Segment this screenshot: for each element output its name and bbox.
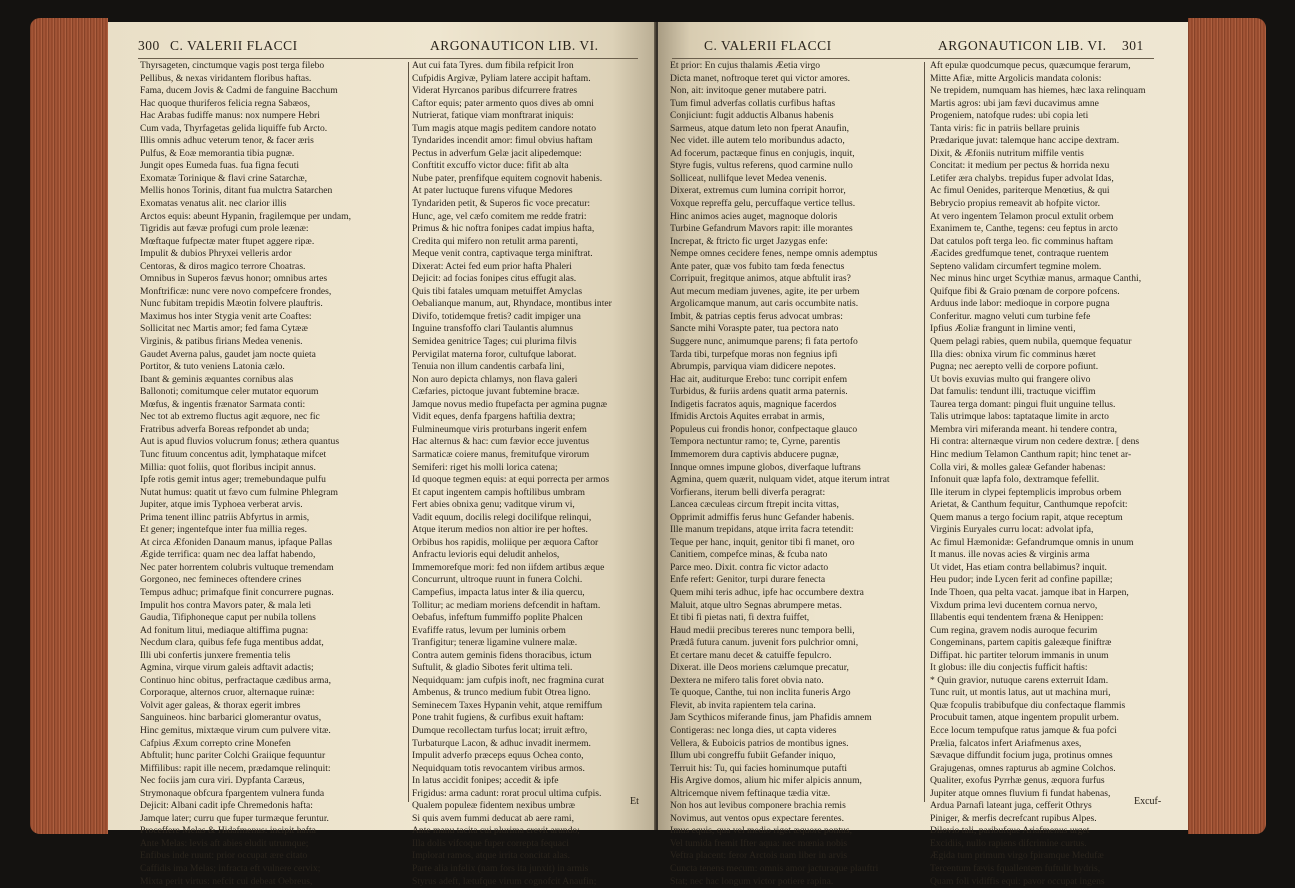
verse-line: Vadit equum, docilis relegi docilifque relinqui, — [412, 511, 592, 523]
verse-line: Cum vada, Thyrfagetas gelida liquiffe fub Arcto. — [140, 122, 328, 134]
verse-line: Cæfaries, pictoque juvant fubtemine bracæ. — [412, 386, 580, 398]
verse-line: Orbibus hos rapidis, moliique per æquora Caftor — [412, 536, 599, 548]
verse-line: Ut bovis exuvias multo qui frangere olivo — [930, 373, 1091, 385]
verse-line: Corripuit, fregitque animos, atque abftulit iras? — [670, 273, 851, 285]
verse-line: Exomatæ Torinique & flavi crine Satarchæ, — [140, 172, 308, 184]
verse-line: Dixerat, extremus cum lumina corripit horror, — [670, 185, 846, 197]
verse-line: Jupiter atque omnes fluvium fi fundat habenas, — [930, 787, 1111, 799]
verse-line: Altricemque nivem feftinaque tædia vitæ. — [670, 787, 831, 799]
verse-line: Vellera, & Euboicis patrios de montibus ignes. — [670, 737, 849, 749]
verse-line: Quem pelagi rabies, quem nubila, quemque fequatur — [930, 336, 1132, 348]
verse-line: Quifque fibi & Graio pœnam de corpore pofcens. — [930, 285, 1120, 297]
verse-line: Vel tumida fremit Ifter aqua: nec mœnia nobis — [670, 837, 848, 849]
verse-line: Illa dies: obnixa virum fic comminus hæret — [930, 348, 1096, 360]
verse-line: Necdum clara, quibus fefe fuga mentibus addat, — [140, 637, 324, 649]
verse-line: Aft epulæ quodcumque pecus, quæcumque ferarum, — [930, 60, 1131, 71]
book-fore-edge-left — [30, 18, 108, 834]
verse-line: Miffilibus: rapit ille necem, prædamque relinquit: — [140, 762, 331, 774]
verse-line: Tyndarides incendit amor: fimul obvius haftam — [412, 135, 593, 147]
verse-line: Strymonaque obfcura fpargentem vulnera funda — [140, 787, 325, 799]
verse-line: Hinc gemitus, mixtæque virum cum pulvere vitæ. — [140, 724, 331, 736]
verse-line: Inguine transfoffo clari Taulantis alumnus — [412, 323, 573, 335]
verse-line: Illi ubi confertis junxere frementia telis — [140, 649, 291, 661]
verse-column-1 — [670, 60, 890, 888]
verse-line: Fama, ducem Jovis & Cadmi de fanguine Bacchum — [140, 85, 338, 97]
verse-line: Taurea terga domant: pingui fluit unguine tellus. — [930, 398, 1116, 410]
verse-line: Hinc animos acies auget, magnoque doloris — [670, 210, 838, 222]
verse-line: Voxque repreffa gelu, percuffaque vertice tellus. — [670, 198, 856, 210]
verse-line: Tempora nectuntur ramo; te, Cyrne, parentis — [670, 436, 841, 448]
verse-line: Cafpius Æxum correpto crine Monefen — [140, 737, 291, 749]
verse-line: Si quis avem fummi deducat ab aere rami, — [412, 812, 574, 824]
verse-line: Increpat, & ftricto fic urget Jazygas enfe: — [670, 235, 828, 247]
verse-line: Progeniem, natofque rudes: ubi copia leti — [930, 110, 1089, 122]
verse-line: Ille manum trepidans, atque irrita facra tetendit: — [670, 524, 854, 536]
verse-line: Æacides gredfumque tenet, contraque ruentem — [930, 248, 1109, 260]
verse-line: Abftulit; hunc pariter Colchi Graiique fequuntur — [140, 750, 326, 762]
verse-line: Tunc ruit, ut montis latus, aut ut machina muri, — [930, 687, 1111, 699]
verse-column-2 — [930, 60, 1146, 888]
verse-line: Nec pater horrentem colubris vultuque tremendam — [140, 561, 334, 573]
verse-line: Caftor equis; pater armento quos dives ab omni — [412, 97, 594, 109]
verse-line: Vixdum prima levi ducentem cornua nervo, — [930, 599, 1098, 611]
verse-line: Et certare manu decet & catuiffe fepulcro. — [670, 649, 832, 661]
verse-line: Id quoque tegmen equis: at equi porrecta per armos — [412, 474, 610, 486]
verse-line: Non auro depicta chlamys, non flava galeri — [412, 373, 578, 385]
verse-line: Sanguineos. hinc barbarici glomerantur ovatus, — [140, 712, 322, 724]
verse-line: Styre fugis, vultus referens, quod carmine nullo — [670, 160, 853, 172]
verse-line: Dixerat: Actei fed eum prior hafta Phaleri — [412, 260, 572, 272]
verse-line: Indigetis facratos aquis, magnique facerdos — [670, 398, 837, 410]
page-number: 301 — [1122, 38, 1144, 53]
verse-line: Lancea cæculeas circum ftrepit incita vittas, — [670, 499, 839, 511]
verse-line: Illabentis equi tendentem fræna & Henippen: — [930, 612, 1104, 624]
verse-line: Ut videt, Has etiam contra bellabimus? inquit. — [930, 561, 1107, 573]
right-page — [658, 22, 1188, 887]
verse-line: Concitat: it medium per pectus & horrida nexu — [930, 160, 1110, 172]
verse-line: Sollicitat nec Martis amor; fed fama Cytææ — [140, 323, 308, 335]
verse-line: Mœfus, & ingentis frænator Sarmata conti: — [140, 398, 306, 410]
verse-line: Jamque later; curru que fuper turmæque feruntur. — [140, 812, 329, 824]
verse-line: Omnibus in Superos fævus honor; omnibus artes — [140, 273, 328, 285]
verse-line: Turbine Gefandrum Mavors rapit: ille morantes — [670, 223, 853, 235]
verse-line: Impulit & dubios Phryxei velleris ardor — [140, 248, 292, 260]
verse-line: Dixit, & Æfoniis nutritum miffile ventis — [930, 147, 1084, 159]
verse-line: Tarda tibi, turpefque moras non fegnius ipfi — [670, 348, 838, 360]
verse-line: Jam Scythicos miferande finus, jam Phafidis amnem — [670, 712, 872, 724]
verse-line: Virginis, & patibus firians Medea venenis. — [140, 336, 303, 348]
verse-line: Letifer æra chalybs. trepidus fuper advolat Idas, — [930, 172, 1114, 184]
verse-line: Quem manus a tergo focium rapit, atque receptum — [930, 511, 1123, 523]
verse-line: Ægida tum primum virgo fpiramque Medufæ — [930, 850, 1104, 862]
verse-line: Tenuia non illum candentis carbafa lini, — [412, 361, 565, 373]
verse-line: Solliceat, nullifque levet Medea venenis. — [670, 172, 827, 184]
verse-line: Semiferi: riget his molli lorica catena; — [412, 461, 558, 473]
running-head-author: C. VALERII FLACCI — [170, 38, 298, 53]
verse-line: Tanta viris: fic in patriis bellare pruinis — [930, 122, 1080, 134]
verse-line: Haud medii precibus tereres nunc tempora belli, — [670, 624, 855, 636]
verse-line: Conftitit excuffo victor duce: fifit ab alta — [412, 160, 569, 172]
verse-line: Exanimem te, Canthe, tegens: ceu feptus in arcto — [930, 223, 1118, 235]
verse-line: Et gener; ingentefque inter fua millia reges. — [140, 524, 308, 536]
verse-line: Volvit ager galeas, & thorax egerit imbres — [140, 699, 301, 711]
verse-line: Fratribus adverfa Boreas refpondet ab unda; — [140, 423, 310, 435]
verse-line: Ægide terrifica: quam nec dea laffat habendo, — [140, 549, 316, 561]
column-divider — [924, 62, 925, 802]
verse-line: Ibant & geminis æquantes cornibus alas — [140, 373, 294, 385]
verse-line: Viderat Hyrcanos paribus difcurrere fratres — [412, 85, 578, 97]
verse-line: Ambenus, & trunco medium fubit Otrea ligno. — [412, 687, 591, 699]
catchword: Excuf- — [1134, 796, 1162, 807]
verse-line: Arietat, & Canthum fequitur, Canthumque repofcit: — [930, 499, 1128, 511]
verse-line: Tempus adhuc; primafque finit concurrere pugnas. — [140, 586, 334, 598]
verse-line: Grajugenas, omnes rapturus ab agmine Colchos. — [930, 762, 1116, 774]
verse-line: Prælia, falcatos infert Ariafmenus axes, — [930, 737, 1082, 749]
verse-line: Excidiis, nullo rapiens difcrimine curtus. — [930, 837, 1087, 849]
running-head-title: ARGONAUTICON LIB. VI. — [430, 38, 599, 53]
verse-line: At circa Æfoniden Danaum manus, ipfaque Pallas — [140, 536, 333, 548]
verse-line: Nunc fubitam trepidis Mæotin folvere plauftris. — [140, 298, 323, 310]
verse-line: Tranfigitur; teneræ ligamine vulnere malæ. — [412, 637, 578, 649]
verse-line: Tum fimul adverfas collatis curfibus haftas — [670, 97, 836, 109]
verse-line: Stat; nec hac longum victor potiere rapina. — [670, 875, 834, 887]
verse-line: Opprimit admiffis ferus hunc Gefander habenis. — [670, 511, 855, 523]
verse-line: Et caput ingentem campis hoftilibus umbram — [412, 486, 585, 498]
verse-line: Hac alternus & hac: cum fævior ecce juventus — [412, 436, 590, 448]
verse-line: Ecce locum tempufque ratus jamque & fua pofci — [930, 724, 1117, 736]
header-rule — [672, 58, 1154, 59]
verse-line: Frigidus: arma cadunt: rorat procul ultima cufpis. — [412, 787, 602, 799]
verse-line: Nec videt. ille autem telo moribundus adacto, — [670, 135, 845, 147]
verse-line: Illis omnis adhuc veterum tenor, & facer æris — [140, 135, 314, 147]
verse-line: Atque iterum medios non altior ire per hoftes. — [412, 524, 588, 536]
verse-line: Implorat ramos, atque irrita concitat alas. — [412, 850, 570, 862]
verse-line: Illa dolis vifcoque fuper correpta fequaci — [412, 837, 569, 849]
verse-line: Dextera ne mifero talis foret obvia nato. — [670, 674, 824, 686]
verse-line: Tollitur; ac mediam moriens defcendit in haftam. — [412, 599, 601, 611]
verse-line: Congeminans, partem capitis galeæque finiftræ — [930, 637, 1112, 649]
verse-line: Sævaque diffundit focium juga, protinus omnes — [930, 750, 1113, 762]
verse-line: Dixerat. ille Deos moriens cælumque precatur, — [670, 662, 849, 674]
verse-line: Nequidquam totis revocantem viribus armos. — [412, 762, 585, 774]
verse-line: Suftulit, & gladio Sibotes ferit ultima teli. — [412, 662, 573, 674]
verse-line: Contra autem geminis fidens thoracibus, ictum — [412, 649, 592, 661]
verse-column-2 — [412, 60, 612, 888]
verse-line: Jupiter, atque imis Typhoea verberat arvis. — [140, 499, 303, 511]
verse-line: Enfe refert: Genitor, turpi durare fenecta — [670, 574, 826, 586]
verse-line: Semidea genitrice Tages; cui plurima filvis — [412, 336, 577, 348]
verse-line: Procubuit tamen, atque ingentem propulit urbem. — [930, 712, 1119, 724]
verse-line: Jungit opes Eumeda fuas. fua figna fecuti — [140, 160, 300, 172]
verse-line: Maximus hos inter Stygia venit arte Coaftes: — [140, 310, 312, 322]
column-divider — [408, 62, 409, 802]
verse-line: Evafiffe ratus, levum per luminis orbem — [412, 624, 566, 636]
verse-line: Dat famulis: tendunt illi, tractuque viciffim — [930, 386, 1096, 398]
verse-line: Mitte Afiæ, mitte Argolicis mandata colonis: — [930, 72, 1102, 84]
verse-line: Novimus, aut ventos opus expectare ferentes. — [670, 812, 844, 824]
verse-line: Arduus inde labor: medioque in corpore pugna — [930, 298, 1110, 310]
verse-line: Impulit hos contra Mavors pater, & mala leti — [140, 599, 312, 611]
verse-line: Suggere nunc, animumque parens; fi fata pertofo — [670, 336, 858, 348]
verse-line: Fert abies obnixa genu; vaditque virum vi, — [412, 499, 575, 511]
verse-line: Terruit his: Tu, qui facies hominumque putafti — [670, 762, 848, 774]
verse-line: Membra viri miferanda meant. hi tendere contra, — [930, 423, 1117, 435]
verse-line: Ipfius Æoliæ frangunt in limine venti, — [930, 323, 1076, 335]
verse-line: Ac fimul Hæmonidæ: Gefandrumque omnis in unum — [930, 536, 1134, 548]
verse-line: Aut cui fata Tyres. dum fibila refpicit Iron — [412, 60, 574, 71]
verse-line: Ante Melas: levis aft abies eludit utrumque; — [140, 837, 309, 849]
verse-line: Arctos equis: abeunt Hypanin, fragilemque per undam, — [140, 210, 352, 222]
verse-line: Diffipat. hic partiter telorum immanis in unum — [930, 649, 1109, 661]
verse-line: Tigridis aut fævæ profugi cum prole leænæ: — [140, 223, 309, 235]
running-head-author: C. VALERII FLACCI — [704, 38, 832, 53]
verse-line: Cum regina, gravem nodis auroque fecurim — [930, 624, 1098, 636]
verse-line: Oebalianque manum, aut, Rhyndace, montibus inter — [412, 298, 612, 310]
verse-line: Hunc, age, vel cæfo comitem me redde fratri: — [412, 210, 587, 222]
verse-line: Gorgoneo, nec femineces oftendere crines — [140, 574, 302, 586]
verse-line: Ad focerum, pactæque finus en conjugis, inquit, — [670, 147, 855, 159]
verse-line: Non hos aut levibus componere brachia remis — [670, 800, 846, 812]
verse-line: Pone trahit fugiens, & curfibus exuit haftam: — [412, 712, 584, 724]
verse-line: At vero ingentem Telamon procul extulit orbem — [930, 210, 1114, 222]
verse-line: Seminecem Taxes Hypanin vehit, atque remiffum — [412, 699, 603, 711]
verse-line: Proceffere Melas & Hidafmenus: incipit hafta — [140, 825, 316, 837]
verse-line: Thyrsageten, cinctumque vagis post terga filebo — [140, 60, 325, 71]
verse-line: Nutat humus: quatit ut fævo cum fulmine Phlegram — [140, 486, 338, 498]
verse-line: Infonuit quæ lapfa folo, dextramque fefellit. — [930, 474, 1100, 486]
verse-line: Jamque novus medio ftupefacta per agmina pugnæ — [412, 398, 608, 410]
verse-line: Argolicamque manum, aut caris occumbite natis. — [670, 298, 859, 310]
verse-line: Dilovio tali, paribufque Ariafmenus urget — [930, 825, 1090, 837]
verse-line: Pellibus, & nexas viridantem floribus haftas. — [140, 72, 312, 84]
verse-line: Qualem populeæ fidentem nexibus umbræ — [412, 800, 576, 812]
verse-line: Exomatas venatus alit. nec clarior illis — [140, 198, 287, 210]
verse-line: Primus & hic noftra fonipes cadat impius hafta, — [412, 223, 595, 235]
verse-line: Nec tot ab extremo fluctus agit æquore, nec fic — [140, 411, 320, 423]
verse-line: Prima tenent illinc patriis Abfyrtus in armis, — [140, 511, 310, 523]
verse-line: Cufpidis Argivæ, Pyliam latere accipit haftam. — [412, 72, 591, 84]
verse-line: Hac Arabas fudiffe manus: nox numpere Hebri — [140, 110, 320, 122]
verse-line: Ante pater, quæ vos fubito tam fœda fenectus — [670, 260, 845, 272]
verse-line: Canitiem, compefce minas, & fcuba nato — [670, 549, 828, 561]
verse-line: It manus. ille novas acies & virginis arma — [930, 549, 1090, 561]
verse-line: Flevit, ab invita rapientem tela carina. — [670, 699, 816, 711]
verse-line: Conferitur. magno veluti cum turbine fefe — [930, 310, 1091, 322]
verse-line: Prædâ futura canum. juvenit fors pulchrior omni, — [670, 637, 859, 649]
verse-line: Veftra placent: feror Arctois nam liber in arvis — [670, 850, 848, 862]
verse-line: Piniger, & merfis decrefcant rupibus Alpes. — [930, 812, 1097, 824]
verse-line: Monftrificæ: nunc vere novo compefcere frondes, — [140, 285, 332, 297]
verse-line: Agmina, quem quærit, nulquam videt, atque iterum intrat — [670, 474, 890, 486]
book-fore-edge-right — [1188, 18, 1266, 834]
running-head-title: ARGONAUTICON LIB. VI. — [938, 38, 1107, 53]
verse-line: Turbidus, & furiis ardens quatit arma paternis. — [670, 386, 848, 398]
verse-line: Imus equis, qua vel medio riget æquore pontus, — [670, 825, 852, 837]
verse-line: Maluit, atque ultro Segnas abrumpere metas. — [670, 599, 842, 611]
left-page — [108, 22, 656, 887]
verse-line: Talis utrimque labos: taptataque limite in arcto — [930, 411, 1109, 423]
verse-line: Imbit, & patrias ceptis ferus advocat umbras: — [670, 310, 843, 322]
verse-line: Mœftaque fufpectæ mater ftupet aggere ripæ. — [140, 235, 315, 247]
verse-line: Portitor, & tuto veniens Latonia cælo. — [140, 361, 285, 373]
verse-line: Divifo, totidemque fretis? cadit impiger una — [412, 310, 581, 322]
verse-line: At pater luctuque furens vifuque Medores — [412, 185, 573, 197]
verse-line: Vorfierans, iterum belli diverfa peragrat: — [670, 486, 826, 498]
verse-line: Millia: quot foliis, quot floribus incipit annus. — [140, 461, 316, 473]
verse-line: Nec fociis jam cura viri. Dypfanta Caræus, — [140, 775, 305, 787]
verse-line: Illum ubi congreffu fubiit Gefander iniquo, — [670, 750, 836, 762]
verse-line: Meque venit contra, captivaque terga miniftrat. — [412, 248, 593, 260]
verse-line: Ne trepidem, numquam has hiemes, hæc laxa relinquam — [930, 85, 1146, 97]
verse-line: Ballonoti; comitumque celer mutator equorum — [140, 386, 319, 398]
verse-line: Nutrierat, fatique viam monftrarat iniquis: — [412, 110, 574, 122]
verse-line: In latus accidit fonipes; accedit & ipfe — [412, 775, 559, 787]
verse-line: Caffidis ima Melas; infracta eft vulnere cervix; — [140, 863, 321, 874]
verse-line: Cuncta tenens mecum: omnis amor jacturaque plauftri — [670, 863, 879, 874]
verse-line: Pectus in adverfum Gelæ jacit alipedemque: — [412, 147, 582, 159]
verse-line: Gaudia, Tifiphoneque caput per nubila tollens — [140, 612, 316, 624]
verse-line: Hi contra: alternæque virum non cedere dextræ. [ dens — [930, 436, 1140, 448]
verse-line: Impulit adverfo præceps equus Ochea conto, — [412, 750, 584, 762]
verse-line: Agmina, virque virum galeis adftavit adactis; — [140, 662, 314, 674]
verse-line: Aut mecum mediam juvenes, agite, ite per urbem — [670, 285, 860, 297]
verse-line: Continuo hinc obitus, perfractaque cædibus arma, — [140, 674, 332, 686]
verse-line: Pugna; nec aerepto velli de corpore pofiunt. — [930, 361, 1099, 373]
verse-line: Parce meo. Dixit. contra fic victor adacto — [670, 561, 829, 573]
verse-line: Styrus adeft, lætufque virum cognofcit Anaufin; — [412, 875, 597, 887]
verse-line: Campefius, impacta latus inter & ilia quercu, — [412, 586, 585, 598]
verse-line: Virginis Euryales curru locat: advolat ipfa, — [930, 524, 1094, 536]
verse-line: Populeus cui frondis honor, confpectaque glauco — [670, 423, 858, 435]
verse-line: Ante manu tacita cui plurima crevit arundo; — [412, 825, 580, 837]
verse-line: Colla viri, & molles galeæ Gefander habenas: — [930, 461, 1106, 473]
verse-line: Sarmeus, atque datum leto non fperat Anaufin, — [670, 122, 850, 134]
verse-line: Ipfe rotis gemit intus ager; tremebundaque pulfu — [140, 474, 326, 486]
verse-line: Quam foli vidiffis equi: pavor occupat ingens — [930, 875, 1105, 887]
verse-line: Nube pater, prenfifque equitem cognovit habenis. — [412, 172, 603, 184]
verse-line: Turbaturque Lacon, & adhuc invadit inermem. — [412, 737, 591, 749]
catchword: Et — [630, 796, 639, 807]
verse-line: Immemorefque mori: fed non iifdem artibus æque — [412, 561, 605, 573]
verse-line: Heu pudor; inde Lycen ferit ad confine papillæ; — [930, 574, 1113, 586]
verse-line: Credita qui mifero non retulit arma parenti, — [412, 235, 578, 247]
verse-line: Concurrunt, ultroque ruunt in funera Colchi. — [412, 574, 583, 586]
verse-line: Conjiciunt: fugit adductis Albanus habenis — [670, 110, 834, 122]
verse-line: Non, ait: invitoque gener mutabere patri. — [670, 85, 827, 97]
verse-line: Tum magis atque magis peditem candore notato — [412, 122, 597, 134]
verse-line: Tercentum fævis fquallentem fuftulit hydris, — [930, 863, 1101, 874]
verse-line: Ad fonitum litui, mediaque altiffima pugna: — [140, 624, 309, 636]
verse-line: Innque omnes impune globos, diverfaque luftrans — [670, 461, 861, 473]
verse-line: Contigeras: nec longa dies, ut capta videres — [670, 724, 837, 736]
verse-line: Abrumpis, parviqua viam didicere nepotes. — [670, 361, 836, 373]
verse-line: It globus: ille diu conjectis fufficit haftis: — [930, 662, 1088, 674]
verse-line: Ardua Parnafi lateant juga, cefferit Othrys — [930, 800, 1092, 812]
verse-line: Martis agros: ubi jam fævi ducavimus amne — [930, 97, 1099, 109]
verse-line: Dejicit: Albani cadit ipfe Chremedonis hafta: — [140, 800, 313, 812]
verse-line: Nequidquam: jam cufpis inoft, nec fragmina curat — [412, 674, 605, 686]
verse-line: Pervigilat materna foror, cultufque laborat. — [412, 348, 577, 360]
verse-line: Dejicit: ad focias fonipes citus effugit alas. — [412, 273, 577, 285]
verse-line: Septeno validam circumfert tegmine molem. — [930, 260, 1102, 272]
verse-line: His Argive domos, alium hic mifer alpicis annum, — [670, 775, 862, 787]
verse-line: Dat catulos poft terga leo. fic comminus haftam — [930, 235, 1114, 247]
verse-line: Tunc fituum concentus adit, lymphataque mifcet — [140, 448, 327, 460]
verse-line: Enfibus inde ruunt: prior occupat ære citato — [140, 850, 308, 862]
verse-line: Hinc medium Telamon Canthum rapit; hinc tenet ar- — [930, 448, 1132, 460]
verse-line: Et prior: En cujus thalamis Æetia virgo — [670, 60, 821, 71]
verse-line: Et tibi fi pietas nati, fi dextra fuiffet, — [670, 612, 810, 624]
verse-line: Corporaque, alternos cruor, alternaque ruinæ: — [140, 687, 315, 699]
verse-line: Parte alia infelix (nam fors ita junxit) in armis — [412, 863, 589, 874]
verse-line: Quis tibi fatales umquam metuiffet Amyclas — [412, 285, 583, 297]
verse-line: Prædarique juvat: talemque hanc accipe dextram. — [930, 135, 1120, 147]
verse-line: Bebrycio propius remeavit ab hofpite victor. — [930, 198, 1100, 210]
header-rule — [138, 58, 638, 59]
page-number: 300 — [138, 38, 160, 53]
verse-line: Nec minus hinc urget Scythiæ manus, armaque Canthi, — [930, 273, 1142, 285]
verse-line: Anfractu levioris equi deludit anhelos, — [412, 549, 560, 561]
verse-line: Hac quoque thuriferos felicia regna Sabæos, — [140, 97, 310, 109]
verse-line: Fulmineumque viris proturbans ingerit enfem — [412, 423, 587, 435]
verse-line: Sancte mihi Voraspte pater, tua pectora nato — [670, 323, 839, 335]
verse-line: Mellis honos Torinis, ditant fua mulctra Satarchen — [140, 185, 333, 197]
verse-line: Nempe omnes cecidere fenes, nempe omnis ademptus — [670, 248, 878, 260]
verse-line: Ifmidis Arctois Aquites errabat in armis, — [670, 411, 825, 423]
verse-line: Centoras, & diros magico terrore Choatras. — [140, 260, 306, 272]
verse-line: Quæ fcopulis trabibufque diu confectaque flammis — [930, 699, 1126, 711]
verse-line: Teque per hanc, inquit, genitor tibi fi manet, oro — [670, 536, 855, 548]
verse-line: Gaudet Averna palus, gaudet jam nocte quieta — [140, 348, 316, 360]
verse-line: Inde Thoen, qua pelta vacat. jamque ibat in Harpen, — [930, 586, 1129, 598]
verse-line: Te quoque, Canthe, tui non inclita funeris Argo — [670, 687, 851, 699]
verse-line: Ac fimul Oenides, pariterque Menœtius, & qui — [930, 185, 1110, 197]
verse-line: Vidit eques, denfa fpargens haftilia dextra; — [412, 411, 576, 423]
verse-line: * Quin gravior, nutuque carens exterruit Idam. — [930, 674, 1109, 686]
verse-line: Dicta manet, noftroque teret qui victor amores. — [670, 72, 851, 84]
verse-line: Qualiter, exofus Pyrrhæ genus, æquora furfus — [930, 775, 1105, 787]
verse-line: Ille iterum in clypei feptemplicis improbus orbem — [930, 486, 1122, 498]
verse-line: Immemorem dura captivis abducere pugnæ, — [670, 448, 839, 460]
verse-line: Tyndariden petit, & Superos fic voce precatur: — [412, 198, 591, 210]
verse-line: Oebafus, infeftum fummiffo poplite Phalcen — [412, 612, 583, 624]
verse-line: Hac ait, auditurque Erebo: tunc corripit enfem — [670, 373, 848, 385]
verse-line: Aut is apud fluvios volucrum fonus; æthera quantus — [140, 436, 340, 448]
verse-line: Sarmaticæ coiere manus, fremitufque virorum — [412, 448, 590, 460]
verse-column-1 — [140, 60, 351, 888]
verse-line: Pulfus, & Eoæ memorantia tibia pugnæ. — [140, 147, 295, 159]
verse-line: Mixta perit virtus: nefcit cui debeat Oebreus, — [140, 875, 313, 887]
verse-line: Quem mihi teris adhuc, ipfe hac occumbere dextra — [670, 586, 864, 598]
verse-line: Dumque recollectam turfus locat; irruit æftro, — [412, 724, 588, 736]
